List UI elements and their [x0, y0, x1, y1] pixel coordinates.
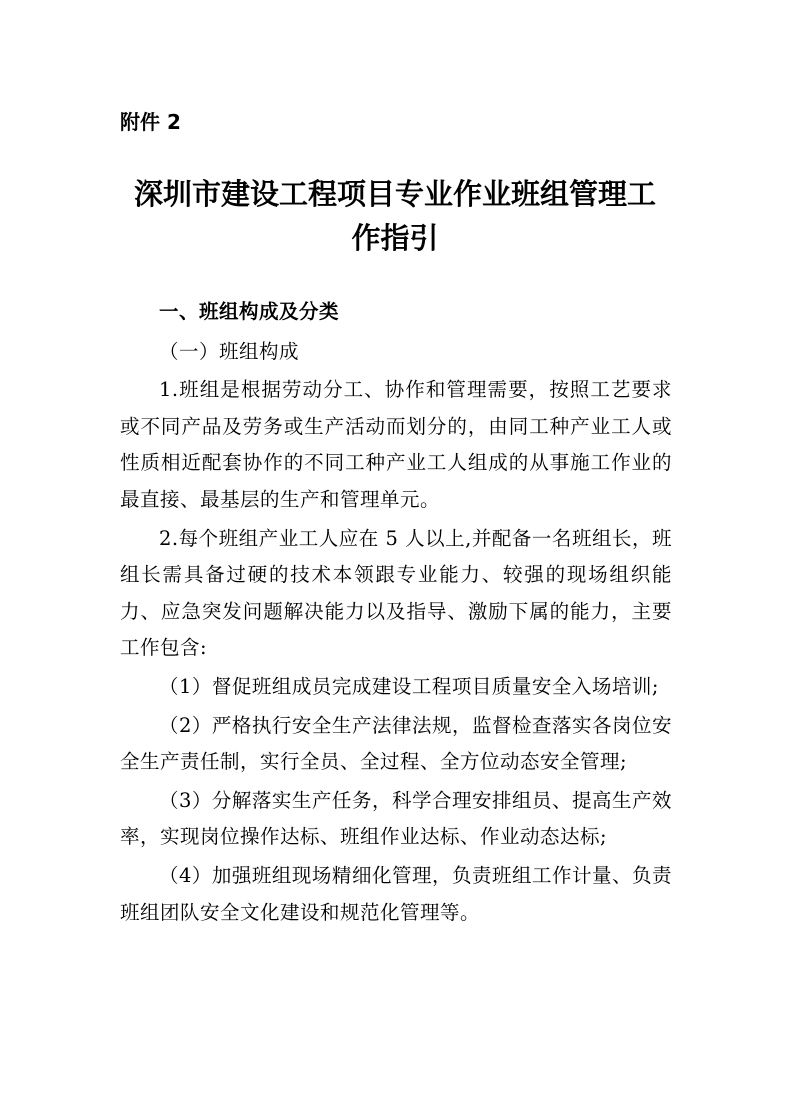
list-item-3: （3）分解落实生产任务，科学合理安排组员、提高生产效率，实现岗位操作达标、班组作业达标、作业动态达标; [120, 788, 672, 849]
document-title: 深圳市建设工程项目专业作业班组管理工作指引 [133, 177, 656, 255]
document-body [120, 294, 672, 933]
section-heading: 一、班组构成及分类 [159, 300, 340, 323]
paragraph-2: 2.每个班组产业工人应在 5 人以上,并配备一名班组长，班组长需具备过硬的技术本领跟专业能力、较强的现场组织能力、应急突发问题解决能力以及指导、激励下属的能力，主要工作包含: [120, 526, 672, 660]
subsection-heading: （一）班组构成 [159, 339, 300, 363]
list-item-4: （4）加强班组现场精细化管理，负责班组工作计量、负责班组团队安全文化建设和规范化管理等。 [120, 863, 672, 924]
list-item-2: （2）严格执行安全生产法律法规，监督检查落实各岗位安全生产责任制，实行全员、全过程、全方位动态安全管理; [120, 713, 672, 774]
list-item-1: （1）督促班组成员完成建设工程项目质量安全入场培训; [159, 674, 659, 698]
paragraph-1: 1.班组是根据劳动分工、协作和管理需要，按照工艺要求或不同产品及劳务或生产活动而划分的，由同工种产业工人或性质相近配套协作的不同工种产业工人组成的从事施工作业的最直接、最基层的生产和管理单元。 [120, 378, 672, 511]
attachment-label: 附件 2 [120, 110, 181, 134]
